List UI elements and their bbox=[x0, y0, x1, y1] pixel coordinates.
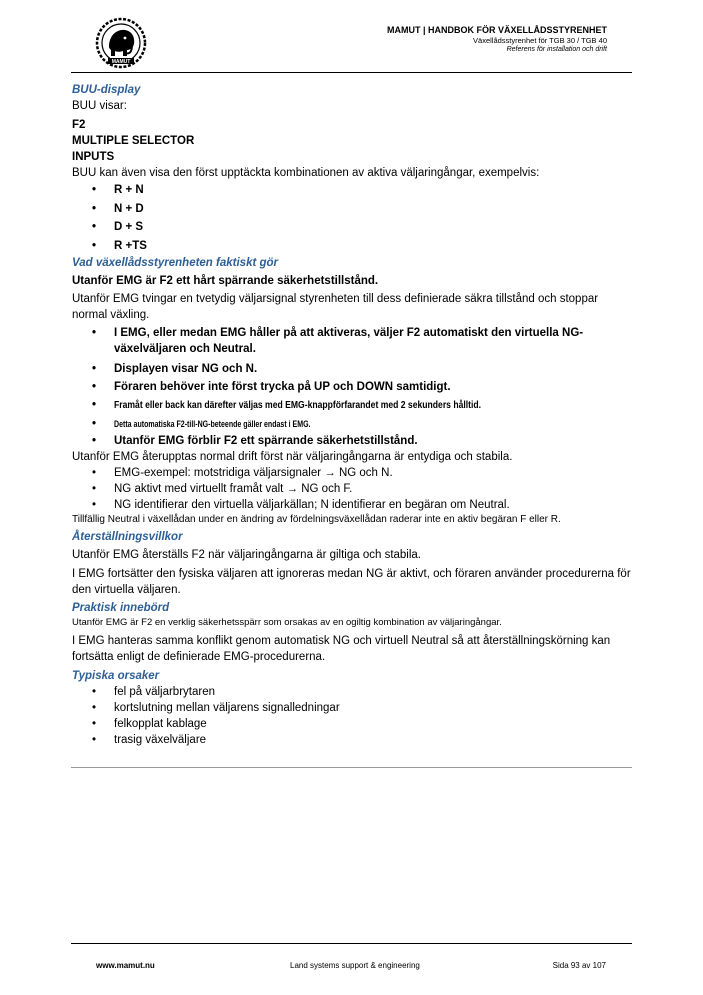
section-heading-controller-action: Vad växellådsstyrenheten faktiskt gör bbox=[72, 257, 279, 269]
emg-behaviour-list bbox=[72, 325, 632, 449]
resume-text: Utanför EMG återupptas normal drift först när väljaringångarna är entydiga och stabila. bbox=[72, 451, 513, 463]
reset-text-2: I EMG fortsätter den fysiska väljaren att ignoreras medan NG är aktivt, och föraren använder procedurerna för den virtuella väljaren. bbox=[72, 568, 631, 596]
list-item: • EMG-exempel: motstridiga väljarsignaler → NG och N. bbox=[72, 465, 632, 481]
causes-list bbox=[72, 684, 632, 748]
display-code-line1: MULTIPLE SELECTOR bbox=[72, 135, 195, 147]
practical-text-2: I EMG hanteras samma konflikt genom automatisk NG och virtuell Neutral så att återställningskörning kan fortsätta enligt de definierade EMG-procedurerna. bbox=[72, 635, 611, 663]
list-item: • Föraren behöver inte först trycka på UP och DOWN samtidigt. bbox=[72, 378, 632, 396]
content-end-divider bbox=[71, 767, 632, 768]
emg-hold-procedure-text: Framåt eller back kan därefter väljas med EMG-knappförfarandet med 2 sekunders hålltid. bbox=[114, 400, 482, 411]
list-item: • fel på väljarbrytaren bbox=[72, 684, 632, 700]
footer-divider bbox=[71, 943, 632, 944]
list-item: • N + D bbox=[72, 200, 632, 219]
example-list bbox=[72, 465, 632, 513]
list-item: • Utanför EMG förblir F2 ett spärrande säkerhetstillstånd. bbox=[72, 434, 632, 449]
combination-list bbox=[72, 181, 632, 255]
section-heading-reset-conditions: Återställningsvillkor bbox=[72, 531, 183, 543]
list-item: • D + S bbox=[72, 218, 632, 237]
section-heading-buu-display: BUU-display bbox=[72, 84, 141, 96]
emg-only-note: Detta automatiska F2-till-NG-beteende gäller endast i EMG. bbox=[114, 419, 311, 430]
header-title: MAMUT | HANDBOK FÖR VÄXELLÅDSSTYRENHET bbox=[386, 25, 607, 35]
display-code-line2: INPUTS bbox=[72, 151, 115, 163]
action-bold-statement: Utanför EMG är F2 ett hårt spärrande säkerhetstillstånd. bbox=[72, 275, 379, 287]
buu-also-text: BUU kan även visa den först upptäckta kombinationen av aktiva väljaringångar, exempelvis: bbox=[72, 167, 540, 179]
action-text: Utanför EMG tvingar en tvetydig väljarsignal styrenheten till dess definierade säkra tillstånd och stoppar normal växling. bbox=[72, 293, 599, 321]
list-item: • kortslutning mellan väljarens signalledningar bbox=[72, 700, 632, 716]
footer-page-number: Sida 93 av 107 bbox=[552, 961, 606, 970]
header-reference: Referens för installation och drift bbox=[506, 45, 607, 53]
footer-tagline: Land systems support & engineering bbox=[290, 961, 420, 970]
page-header bbox=[387, 25, 607, 54]
list-item: • R +TS bbox=[72, 237, 632, 256]
list-item: • felkopplat kablage bbox=[72, 716, 632, 732]
display-code: F2 bbox=[72, 119, 86, 131]
list-item bbox=[72, 415, 632, 434]
buu-intro: BUU visar: bbox=[72, 100, 127, 112]
logo-text: MAMUT bbox=[111, 59, 131, 65]
section-heading-typical-causes: Typiska orsaker bbox=[72, 670, 160, 682]
list-item: • NG identifierar den virtuella väljarkällan; N identifierar en begäran om Neutral. bbox=[72, 497, 632, 513]
reset-text-1: Utanför EMG återställs F2 när väljaringångarna är giltiga och stabila. bbox=[72, 549, 422, 561]
section-heading-practical-meaning: Praktisk innebörd bbox=[72, 602, 170, 614]
list-item: • I EMG, eller medan EMG håller på att aktiveras, väljer F2 automatiskt den virtuella NG-växelväljaren och Neutral. bbox=[72, 325, 632, 357]
mamut-logo bbox=[95, 17, 147, 69]
neutral-note: Tillfällig Neutral i växellådan under en ändring av fördelningsväxellådan raderar inte en aktiv begäran F eller R. bbox=[72, 514, 561, 525]
page-content bbox=[72, 82, 632, 748]
header-divider bbox=[71, 72, 632, 73]
footer-website: www.mamut.nu bbox=[96, 961, 155, 970]
list-item: • R + N bbox=[72, 181, 632, 200]
list-item: • trasig växelväljare bbox=[72, 732, 632, 748]
list-item: • Displayen visar NG och N. bbox=[72, 360, 632, 378]
list-item: • NG aktivt med virtuellt framåt valt → NG och F. bbox=[72, 481, 632, 497]
practical-text-1: Utanför EMG är F2 en verklig säkerhetsspärr som orsakas av en ogiltig kombination av väljaringångar. bbox=[72, 617, 502, 628]
list-item bbox=[72, 396, 632, 415]
header-subtitle: Växellådsstyrenhet för TGB 30 / TGB 40 bbox=[473, 36, 607, 46]
